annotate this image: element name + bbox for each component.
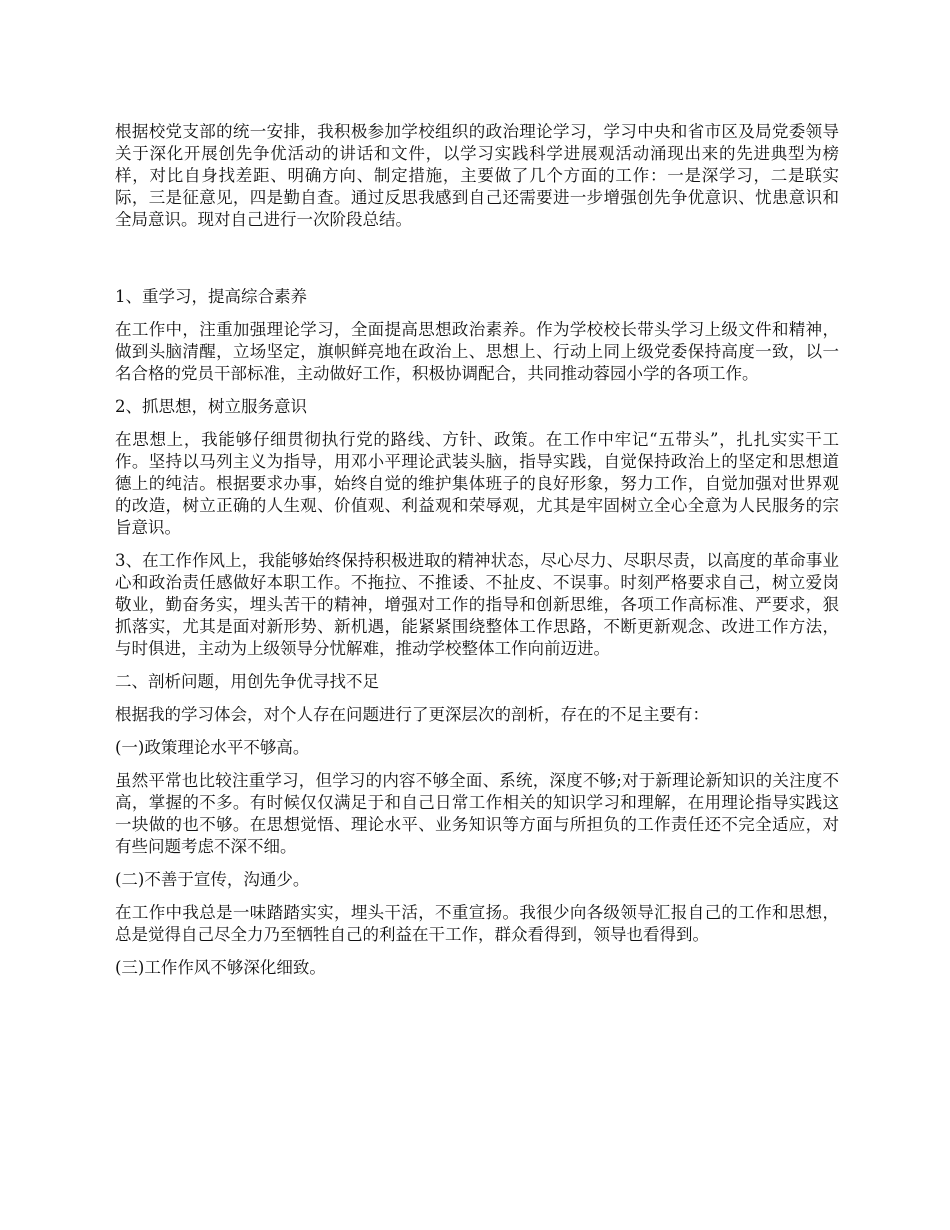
body-paragraph-1: 在工作中，注重加强理论学习，全面提高思想政治素养。作为学校校长带头学习上级文件和精神，做到头脑清醒，立场坚定，旗帜鲜亮地在政治上、思想上、行动上同上级党委保持高度一致，以一名合格的党员干部标准，主动做好工作，积极协调配合，共同推动蓉园小学的各项工作。 bbox=[115, 320, 839, 383]
subsection-heading-3: (三)工作作风不够深化细致。 bbox=[115, 958, 326, 977]
document-page bbox=[115, 121, 839, 990]
section-heading-two: 二、剖析问题，用创先争优寻找不足 bbox=[115, 672, 379, 691]
body-paragraph-3: 3、在工作作风上，我能够始终保持积极进取的精神状态，尽心尽力、尽职尽责，以高度的革命事业心和政治责任感做好本职工作。不拖拉、不推诿、不扯皮、不误事。时刻严格要求自己，树立爱岗敬业，勤奋务实，埋头苦干的精神，增强对工作的指导和创新思维，各项工作高标准、严要求，狠抓落实，尤其是面对新形势、新机遇，能紧紧围绕整体工作思路，不断更新观念、改进工作方法，与时俱进，主动为上级领导分忧解难，推动学校整体工作向前迈进。 bbox=[115, 551, 839, 658]
subsection-heading-2: (二)不善于宣传，沟通少。 bbox=[115, 870, 310, 889]
body-paragraph-6: 在工作中我总是一味踏踏实实，埋头干活，不重宣扬。我很少向各级领导汇报自己的工作和思想，总是觉得自己尽全力乃至牺牲自己的利益在干工作，群众看得到，领导也看得到。 bbox=[115, 903, 839, 944]
section-heading-2: 2、抓思想，树立服务意识 bbox=[115, 397, 307, 416]
body-paragraph-5: 虽然平常也比较注重学习，但学习的内容不够全面、系统，深度不够;对于新理论新知识的关注度不高，掌握的不多。有时候仅仅满足于和自己日常工作相关的知识学习和理解，在用理论指导实践这一块做的也不够。在思想觉悟、理论水平、业务知识等方面与所担负的工作责任还不完全适应，对有些问题考虑不深不细。 bbox=[115, 771, 839, 856]
body-paragraph-4: 根据我的学习体会，对个人存在问题进行了更深层次的剖析，存在的不足主要有： bbox=[115, 705, 709, 724]
intro-paragraph: 根据校党支部的统一安排，我积极参加学校组织的政治理论学习，学习中央和省市区及局党委领导关于深化开展创先争优活动的讲话和文件，以学习实践科学进展观活动涌现出来的先进典型为榜样，对比自身找差距、明确方向、制定措施，主要做了几个方面的工作：一是深学习，二是联实际，三是征意见，四是勤自查。通过反思我感到自己还需要进一步增强创先争优意识、忧患意识和全局意识。现对自己进行一次阶段总结。 bbox=[115, 122, 839, 229]
body-paragraph-2: 在思想上，我能够仔细贯彻执行党的路线、方针、政策。在工作中牢记“五带头”，扎扎实实干工作。坚持以马列主义为指导，用邓小平理论武装头脑，指导实践，自觉保持政治上的坚定和思想道德上的纯洁。根据要求办事，始终自觉的维护集体班子的良好形象，努力工作，自觉加强对世界观的改造，树立正确的人生观、价值观、利益观和荣辱观，尤其是牢固树立全心全意为人民服务的宗旨意识。 bbox=[115, 430, 839, 537]
paragraph-spacer bbox=[115, 231, 839, 286]
section-heading-1: 1、重学习，提高综合素养 bbox=[115, 287, 307, 306]
subsection-heading-1: (一)政策理论水平不够高。 bbox=[115, 738, 310, 757]
